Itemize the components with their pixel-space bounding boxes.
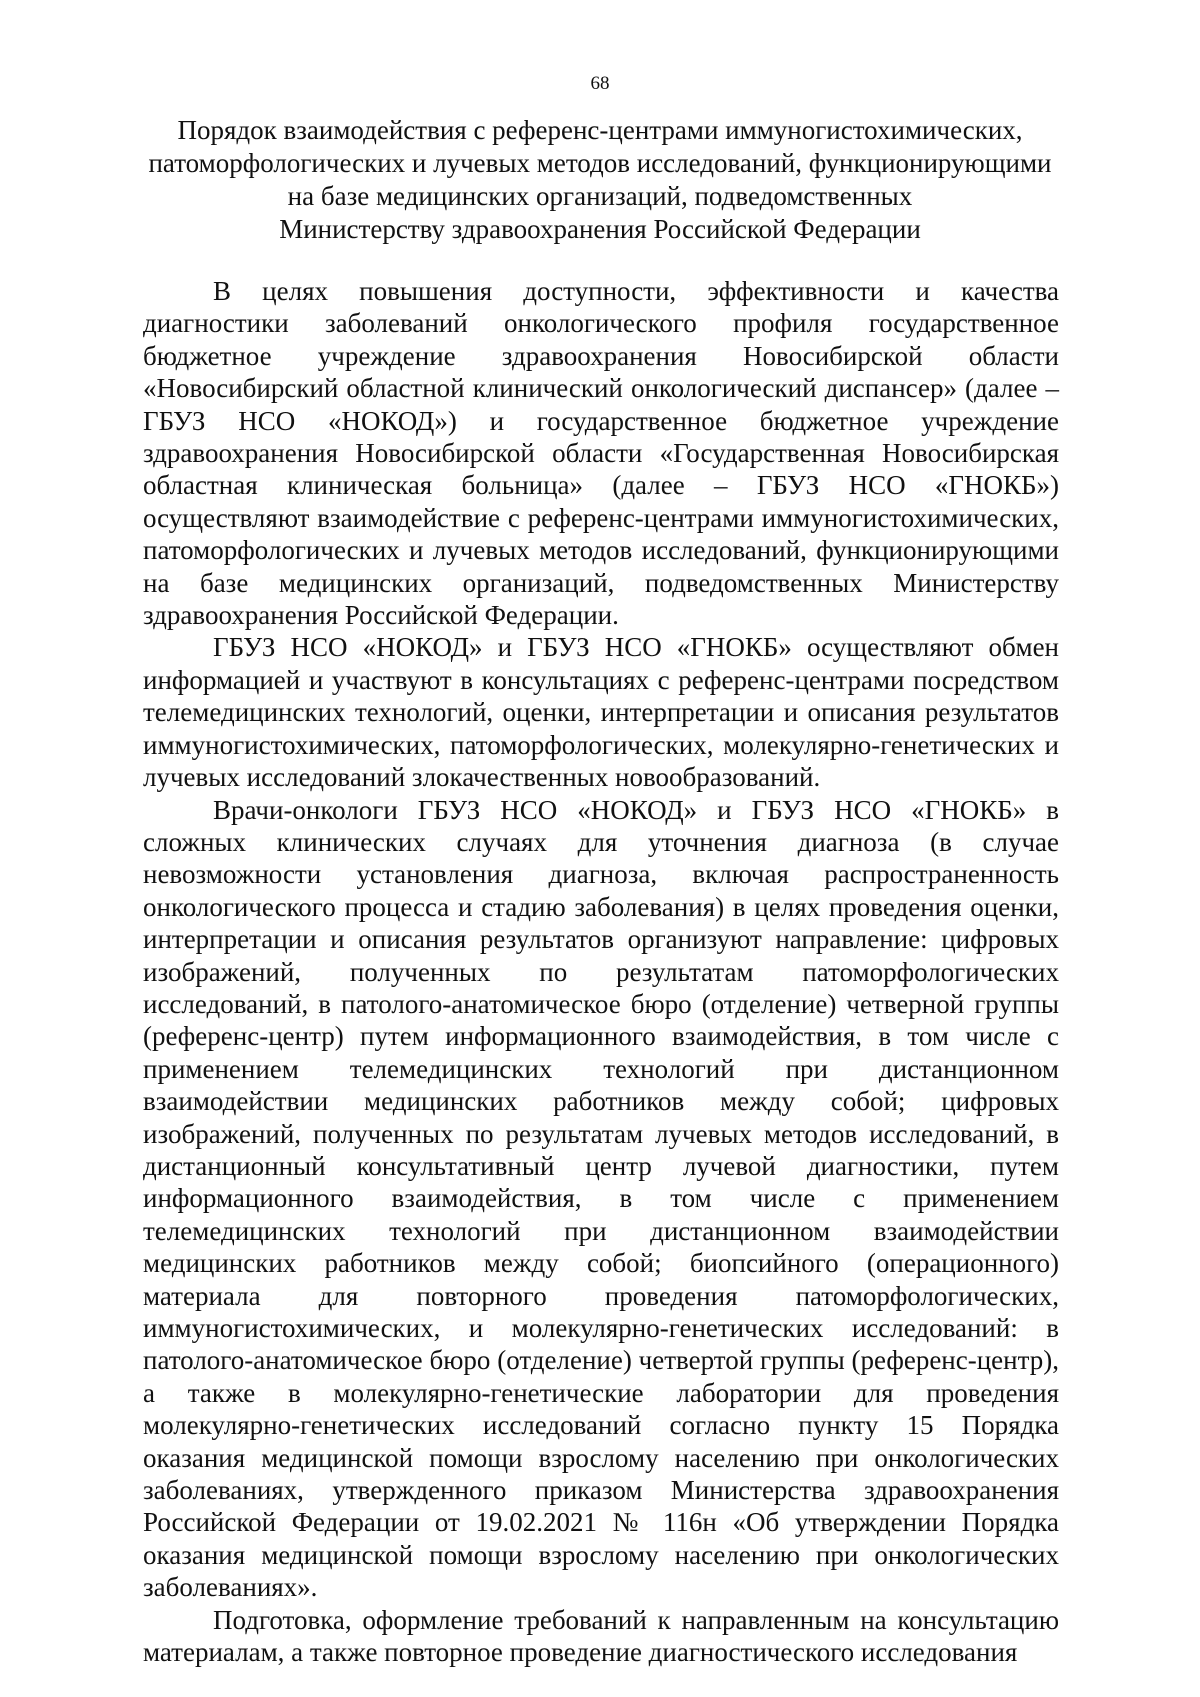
title-line: патоморфологических и лучевых методов исследований, функционирующими bbox=[148, 148, 1052, 178]
paragraph-information-exchange: ГБУЗ НСО «НОКОД» и ГБУЗ НСО «ГНОКБ» осуществляют обмен информацией и участвуют в консультациях с референс-центрами посредством телемедицинских технологий, оценки, интерпретации и описания результатов иммуногистохимических, патоморфологических, молекулярно-генетических и лучевых исследований злокачественных новообразований. bbox=[143, 632, 1059, 793]
title-line: Порядок взаимодействия с референс-центрами иммуногистохимических, bbox=[177, 115, 1023, 145]
paragraph-preparation-requirements: Подготовка, оформление требований к направленным на консультацию материалам, а также повторное проведение диагностического исследования bbox=[143, 1604, 1059, 1668]
title-line: на базе медицинских организаций, подведомственных bbox=[287, 181, 913, 211]
document-title bbox=[140, 114, 1060, 246]
paragraph-purpose: В целях повышения доступности, эффективности и качества диагностики заболеваний онкологического профиля государственное бюджетное учреждение здравоохранения Новосибирской области «Новосибирский областной клинический онкологический диспансер» (далее – ГБУЗ НСО «НОКОД») и государственное бюджетное учреждение здравоохранения Новосибирской области «Государственная Новосибирская областная клиническая больница» (далее – ГБУЗ НСО «ГНОКБ») осуществляют взаимодействие с референс-центрами иммуногистохимических, патоморфологических и лучевых методов исследований, функционирующими на базе медицинских организаций, подведомственных Министерству здравоохранения Российской Федерации. bbox=[143, 276, 1059, 631]
title-line: Министерству здравоохранения Российской Федерации bbox=[279, 214, 921, 244]
paragraph-referral-procedure: Врачи-онкологи ГБУЗ НСО «НОКОД» и ГБУЗ НСО «ГНОКБ» в сложных клинических случаях для уточнения диагноза (в случае невозможности установления диагноза, включая распространенность онкологического процесса и стадию заболевания) в целях проведения оценки, интерпретации и описания результатов организуют направление: цифровых изображений, полученных по результатам патоморфологических исследований, в патолого-анатомическое бюро (отделение) четверной группы (референс-центр) путем информационного взаимодействия, в том числе с применением телемедицинских технологий при дистанционном взаимодействии медицинских работников между собой; цифровых изображений, полученных по результатам лучевых методов исследований, в дистанционный консультативный центр лучевой диагностики, путем информационного взаимодействия, в том числе с применением телемедицинских технологий при дистанционном взаимодействии медицинских работников между собой; биопсийного (операционного) материала для повторного проведения патоморфологических, иммуногистохимических, и молекулярно-генетических исследований: в патолого-анатомическое бюро (отделение) четвертой группы (референс-центр), а также в молекулярно-генетические лаборатории для проведения молекулярно-генетических исследований согласно пункту 15 Порядка оказания медицинской помощи взрослому населению при онкологических заболеваниях, утвержденного приказом Министерства здравоохранения Российской Федерации от 19.02.2021 № 116н «Об утверждении Порядка оказания медицинской помощи взрослому населению при онкологических заболеваниях». bbox=[143, 794, 1059, 1603]
page-number: 68 bbox=[590, 73, 610, 94]
document-body bbox=[143, 275, 1059, 1668]
